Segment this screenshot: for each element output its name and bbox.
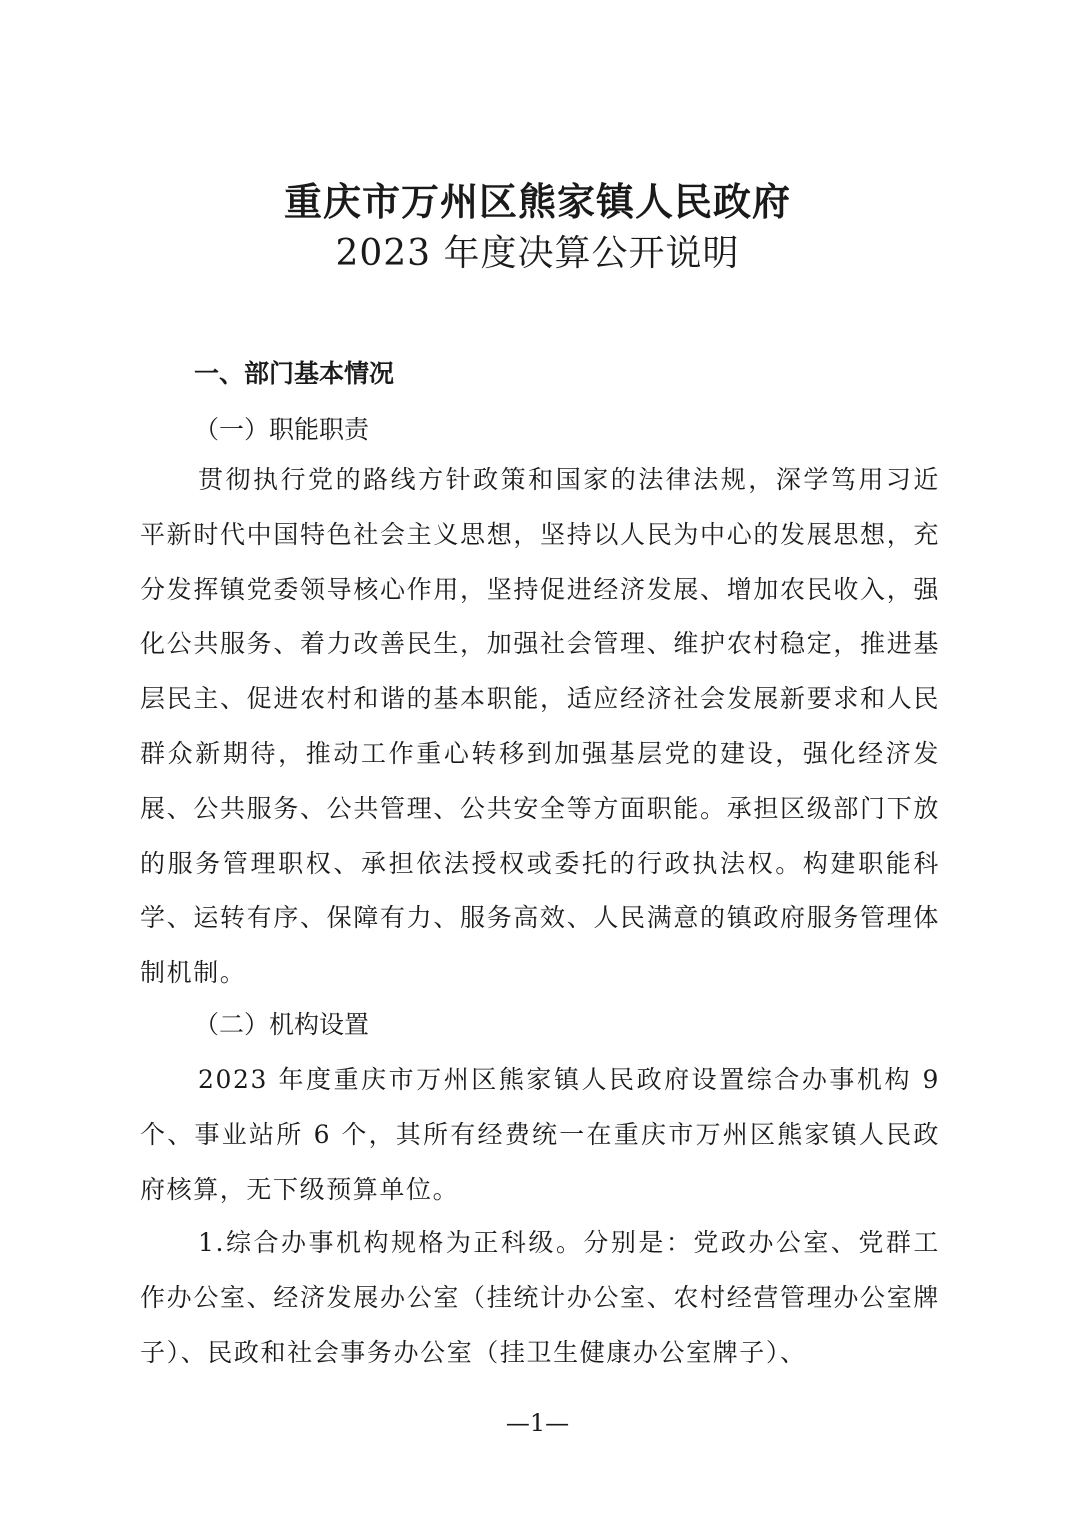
document-title-line1: 重庆市万州区熊家镇人民政府 [283, 179, 791, 224]
paragraph-functions: 贯彻执行党的路线方针政策和国家的法律法规，深学笃用习近平新时代中国特色社会主义思想，坚持以人民为中心的发展思想，充分发挥镇党委领导核心作用，坚持促进经济发展、增加农民收入，强化公共服务、着力改善民生，加强社会管理、维护农村稳定，推进基层民主、促进农村和谐的基本职能，适应经济社会发展新要求和人民群众新期待，推动工作重心转移到加强基层党的建设，强化经济发展、公共服务、公共管理、公共安全等方面职能。承担区级部门下放的服务管理职权、承担依法授权或委托的行政执法权。构建职能科学、运转有序、保障有力、服务高效、人民满意的镇政府服务管理体制机制。 [140, 465, 940, 988]
subsection-heading-functions: （一）职能职责 [194, 415, 370, 444]
paragraph-item-1: 1.综合办事机构规格为正科级。分别是：党政办公室、党群工作办公室、经济发展办公室（挂统计办公室、农村经营管理办公室牌子）、民政和社会事务办公室（挂卫生健康办公室牌子）、 [140, 1228, 940, 1367]
page-number: —1— [505, 1409, 570, 1437]
document-title-line2: 2023 年度决算公开说明 [335, 233, 740, 274]
paragraph-organization: 2023 年度重庆市万州区熊家镇人民政府设置综合办事机构 9 个、事业站所 6 个，其所有经费统一在重庆市万州区熊家镇人民政府核算，无下级预算单位。 [140, 1065, 940, 1204]
section-heading-basic-info: 一、部门基本情况 [194, 359, 395, 388]
subsection-heading-organization: （二）机构设置 [194, 1010, 370, 1039]
